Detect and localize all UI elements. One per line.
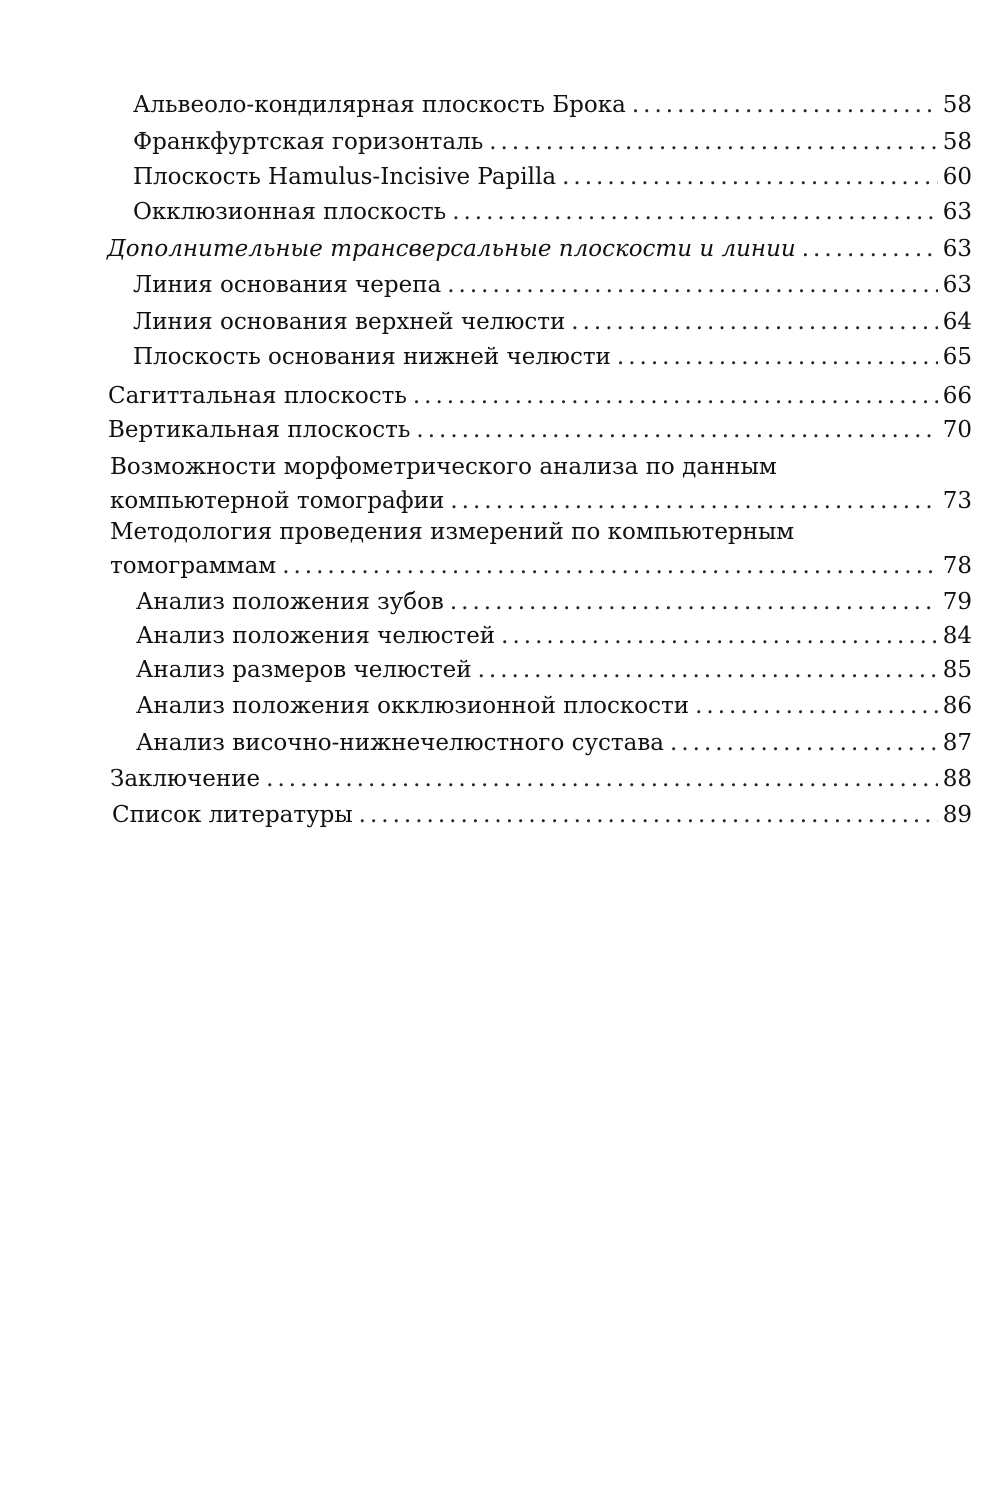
toc-entry-title: Линия основания черепа: [133, 272, 442, 298]
toc-entry-page: 58: [942, 92, 972, 118]
toc-entry-page: 86: [942, 693, 972, 719]
toc-entry-title: Список литературы: [112, 802, 353, 828]
toc-entry: [133, 340, 972, 374]
toc-entry: [133, 268, 972, 302]
toc-entry-page: 64: [942, 309, 972, 335]
toc-entry-page: 89: [942, 802, 972, 828]
toc-entry-page: 63: [942, 272, 972, 298]
toc-entry-page: 85: [942, 657, 972, 683]
toc-entry-page: 60: [942, 164, 972, 190]
toc-entry-title-line2: компьютерной томографии: [110, 488, 445, 514]
toc-entry: [136, 689, 972, 723]
dot-leader: [413, 379, 938, 413]
toc-entry-page: 63: [942, 236, 972, 262]
toc-entry: [136, 726, 972, 760]
toc-entry-title-line1: Методология проведения измерений по компьютерным: [110, 519, 795, 545]
toc-entry: [133, 125, 972, 159]
dot-leader: [359, 798, 938, 832]
dot-leader: [571, 305, 938, 339]
toc-entry: [108, 379, 972, 413]
dot-leader: [452, 195, 938, 229]
toc-entry-page: 88: [942, 766, 972, 792]
toc-entry: [133, 160, 972, 194]
dot-leader: [501, 619, 938, 653]
toc-entry: [133, 305, 972, 339]
dot-leader: [695, 689, 938, 723]
dot-leader: [282, 549, 938, 583]
dot-leader: [489, 125, 938, 159]
toc-entry-title: Дополнительные трансверсальные плоскости и линии: [107, 236, 796, 262]
toc-entry-page: 58: [942, 129, 972, 155]
dot-leader: [416, 413, 938, 447]
toc-entry-title: Линия основания верхней челюсти: [133, 309, 566, 335]
toc-entry: [112, 798, 972, 832]
toc-entry: [136, 653, 972, 687]
toc-entry-page: 79: [942, 589, 972, 615]
toc-entry: [133, 88, 972, 122]
toc-entry-title: Анализ размеров челюстей: [136, 657, 472, 683]
toc-entry-title: Окклюзионная плоскость: [133, 199, 447, 225]
toc-entry: [133, 195, 972, 229]
toc-entry: [136, 619, 972, 653]
toc-entry-title: Анализ положения челюстей: [136, 623, 496, 649]
toc-entry-section: [107, 232, 972, 266]
toc-entry-title: Анализ височно-нижнечелюстного сустава: [136, 730, 665, 756]
dot-leader: [802, 232, 938, 266]
dot-leader: [478, 653, 938, 687]
toc-entry-page: 70: [942, 417, 972, 443]
toc-entry-title-line1: Возможности морфометрического анализа по данным: [110, 454, 777, 480]
toc-entry-page: 87: [942, 730, 972, 756]
toc-entry-title: Плоскость Hamulus-Incisive Papilla: [133, 164, 557, 190]
toc-entry: [108, 413, 972, 447]
dot-leader: [447, 268, 938, 302]
dot-leader: [450, 484, 938, 518]
toc-entry-page: 73: [942, 488, 972, 514]
toc-entry-title: Вертикальная плоскость: [108, 417, 411, 443]
toc-entry-title: Заключение: [110, 766, 261, 792]
toc-entry-page: 65: [942, 344, 972, 370]
dot-leader: [450, 585, 938, 619]
toc-entry-title: Сагиттальная плоскость: [108, 383, 407, 409]
toc-entry-page: 84: [942, 623, 972, 649]
dot-leader: [562, 160, 938, 194]
toc-entry-multiline: [110, 515, 972, 583]
toc-entry-title-line2: томограммам: [110, 553, 277, 579]
toc-entry-page: 66: [942, 383, 972, 409]
toc-entry-page: 78: [942, 553, 972, 579]
dot-leader: [266, 762, 938, 796]
toc-entry-title: Анализ положения зубов: [136, 589, 444, 615]
toc-entry: [136, 585, 972, 619]
toc-entry-title: Альвеоло-кондилярная плоскость Брока: [133, 92, 626, 118]
dot-leader: [617, 340, 938, 374]
dot-leader: [632, 88, 938, 122]
toc-entry-multiline: [110, 450, 972, 518]
toc-entry: [110, 762, 972, 796]
toc-entry-title: Плоскость основания нижней челюсти: [133, 344, 611, 370]
dot-leader: [670, 726, 938, 760]
toc-entry-title: Анализ положения окклюзионной плоскости: [136, 693, 690, 719]
toc-entry-page: 63: [942, 199, 972, 225]
toc-entry-title: Франкфуртская горизонталь: [133, 129, 484, 155]
